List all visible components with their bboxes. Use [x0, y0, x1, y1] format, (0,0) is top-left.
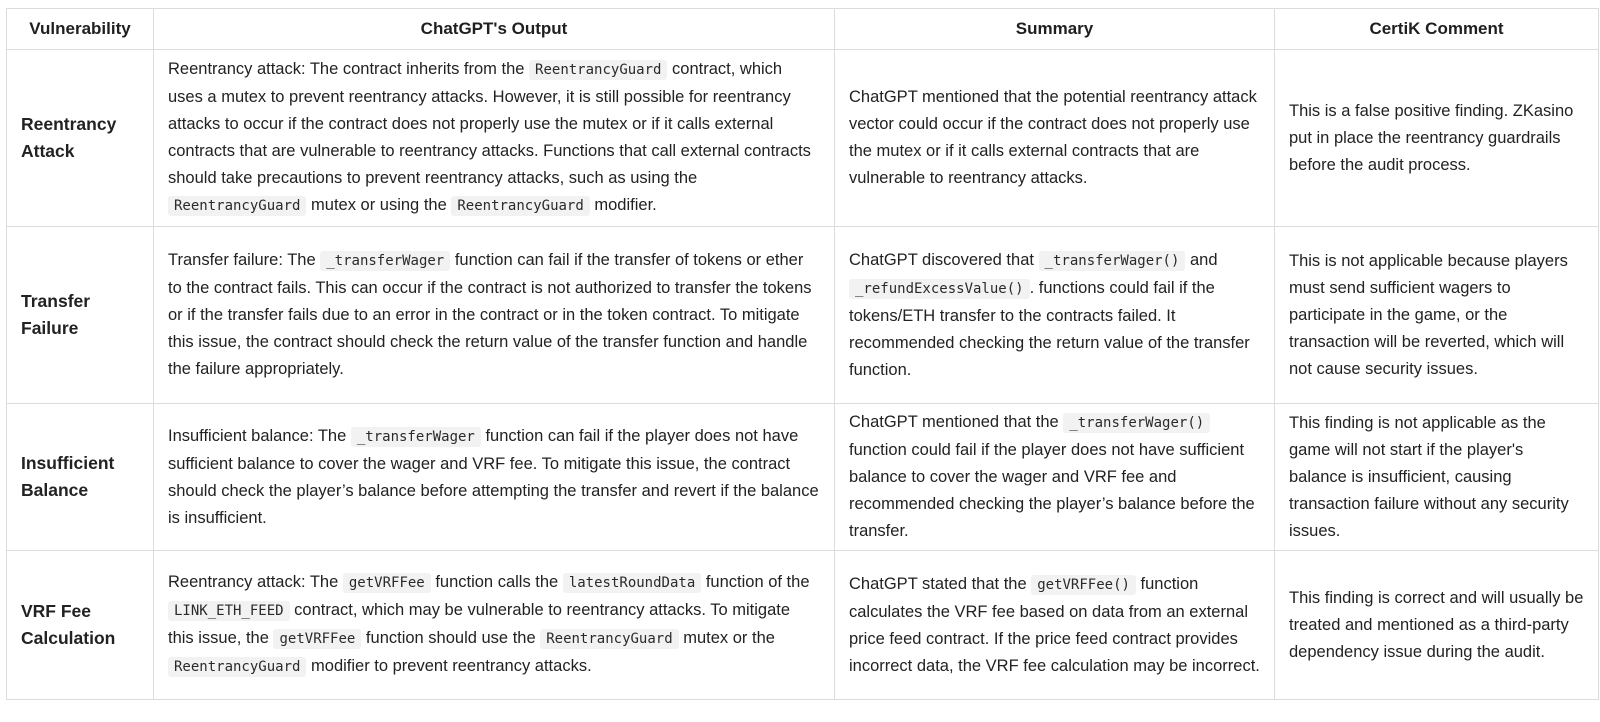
- inline-code: getVRFFee: [273, 629, 361, 649]
- certik-comment-cell: This is not applicable because players must send sufficient wagers to participate in the game, or the transaction will be reverted, which will not cause security issues.: [1275, 227, 1599, 404]
- summary-cell: [835, 404, 1275, 551]
- vulnerability-name: Transfer Failure: [7, 227, 154, 404]
- summary-text: [849, 409, 1260, 545]
- inline-code: _transferWager: [320, 251, 450, 271]
- text-run: . functions could fail if the tokens/ETH transfer to the contracts failed. It recommended checking the return value of the transfer function.: [849, 278, 1250, 379]
- chatgpt-output-text: [168, 569, 820, 681]
- summary-cell: [835, 50, 1275, 227]
- vulnerability-comparison-table: [6, 8, 1599, 700]
- certik-comment-cell: This finding is not applicable as the game will not start if the player's balance is insufficient, causing transaction failure without any security issues.: [1275, 404, 1599, 551]
- vulnerability-name: VRF Fee Calculation: [7, 551, 154, 700]
- header-vulnerability: Vulnerability: [7, 9, 154, 50]
- chatgpt-output-cell: [154, 551, 835, 700]
- text-run: function could fail if the player does not have sufficient balance to cover the wager and VRF fee and recommended checking the player’s balance before the transfer.: [849, 441, 1255, 540]
- inline-code: _transferWager(): [1063, 413, 1210, 433]
- text-run: Insufficient balance: The: [168, 426, 351, 445]
- chatgpt-output-text: [168, 247, 820, 383]
- text-run: ChatGPT stated that the: [849, 574, 1032, 593]
- summary-text: [849, 84, 1260, 192]
- text-run: ChatGPT mentioned that the: [849, 413, 1064, 431]
- table-row: [7, 551, 1599, 700]
- inline-code: ReentrancyGuard: [529, 60, 667, 80]
- vulnerability-name: Reentrancy Attack: [7, 50, 154, 227]
- table-row: [7, 227, 1599, 404]
- text-run: function calculates the VRF fee based on data from an external price feed contract. If the price feed contract provides incorrect data, the VRF fee calculation may be incorrect.: [849, 574, 1260, 675]
- text-run: and: [1185, 250, 1218, 269]
- chatgpt-output-text: [168, 56, 820, 220]
- text-run: mutex or the: [678, 629, 775, 647]
- chatgpt-output-cell: [154, 50, 835, 227]
- inline-code: ReentrancyGuard: [540, 629, 678, 649]
- text-run: function can fail if the transfer of tokens or ether to the contract fails. This can occur if the contract is not authorized to transfer the tokens or if the transfer fails due to an error in the contract or in the token contract. To mitigate this issue, the contract should check the return value of the transfer function and handle the failure appropriately.: [168, 251, 812, 378]
- text-run: Transfer failure: The: [168, 251, 321, 269]
- inline-code: _transferWager(): [1039, 251, 1186, 271]
- text-run: contract, which uses a mutex to prevent reentrancy attacks. However, it is still possible for reentrancy attacks to occur if the contract does not properly use the mutex or if it calls external contracts that are vulnerable to reentrancy attacks. Functions that call external contracts should take precautions to prevent reentrancy attacks, such as using the: [168, 60, 811, 187]
- inline-code: getVRFFee: [343, 573, 431, 593]
- table-row: [7, 50, 1599, 227]
- text-run: function of the: [701, 573, 810, 591]
- header-summary: Summary: [835, 9, 1275, 50]
- text-run: ChatGPT mentioned that the potential reentrancy attack vector could occur if the contract does not properly use the mutex or if it calls external contracts that are vulnerable to reentrancy attacks.: [849, 88, 1257, 187]
- text-run: function should use the: [361, 629, 541, 647]
- inline-code: LINK_ETH_FEED: [168, 601, 290, 621]
- text-run: modifier to prevent reentrancy attacks.: [306, 657, 592, 675]
- inline-code: ReentrancyGuard: [451, 196, 589, 216]
- header-certik-comment: CertiK Comment: [1275, 9, 1599, 50]
- certik-comment-cell: This is a false positive finding. ZKasino put in place the reentrancy guardrails before the audit process.: [1275, 50, 1599, 227]
- header-chatgpt-output: ChatGPT's Output: [154, 9, 835, 50]
- table-row: [7, 404, 1599, 551]
- text-run: function can fail if the player does not have sufficient balance to cover the wager and VRF fee. To mitigate this issue, the contract should check the player’s balance before attempting the transfer and revert if the balance is insufficient.: [168, 426, 819, 527]
- inline-code: getVRFFee(): [1031, 575, 1136, 595]
- inline-code: ReentrancyGuard: [168, 657, 306, 677]
- inline-code: _refundExcessValue(): [849, 279, 1030, 299]
- certik-comment-cell: This finding is correct and will usually be treated and mentioned as a third-party dependency issue during the audit.: [1275, 551, 1599, 700]
- text-run: mutex or using the: [306, 196, 452, 214]
- vulnerability-name: Insufficient Balance: [7, 404, 154, 551]
- comparison-table-container: [6, 8, 1598, 700]
- chatgpt-output-text: [168, 423, 820, 532]
- text-run: Reentrancy attack: The: [168, 573, 343, 591]
- inline-code: ReentrancyGuard: [168, 196, 306, 216]
- table-header-row: [7, 9, 1599, 50]
- chatgpt-output-cell: [154, 227, 835, 404]
- summary-cell: [835, 227, 1275, 404]
- text-run: contract, which may be vulnerable to reentrancy attacks. To mitigate this issue, the: [168, 601, 791, 647]
- inline-code: latestRoundData: [563, 573, 701, 593]
- text-run: Reentrancy attack: The contract inherits from the: [168, 60, 530, 78]
- summary-text: [849, 571, 1260, 680]
- inline-code: _transferWager: [351, 427, 481, 447]
- text-run: function calls the: [430, 573, 563, 591]
- chatgpt-output-cell: [154, 404, 835, 551]
- text-run: ChatGPT discovered that: [849, 250, 1039, 269]
- text-run: modifier.: [589, 196, 657, 214]
- summary-text: [849, 247, 1260, 384]
- summary-cell: [835, 551, 1275, 700]
